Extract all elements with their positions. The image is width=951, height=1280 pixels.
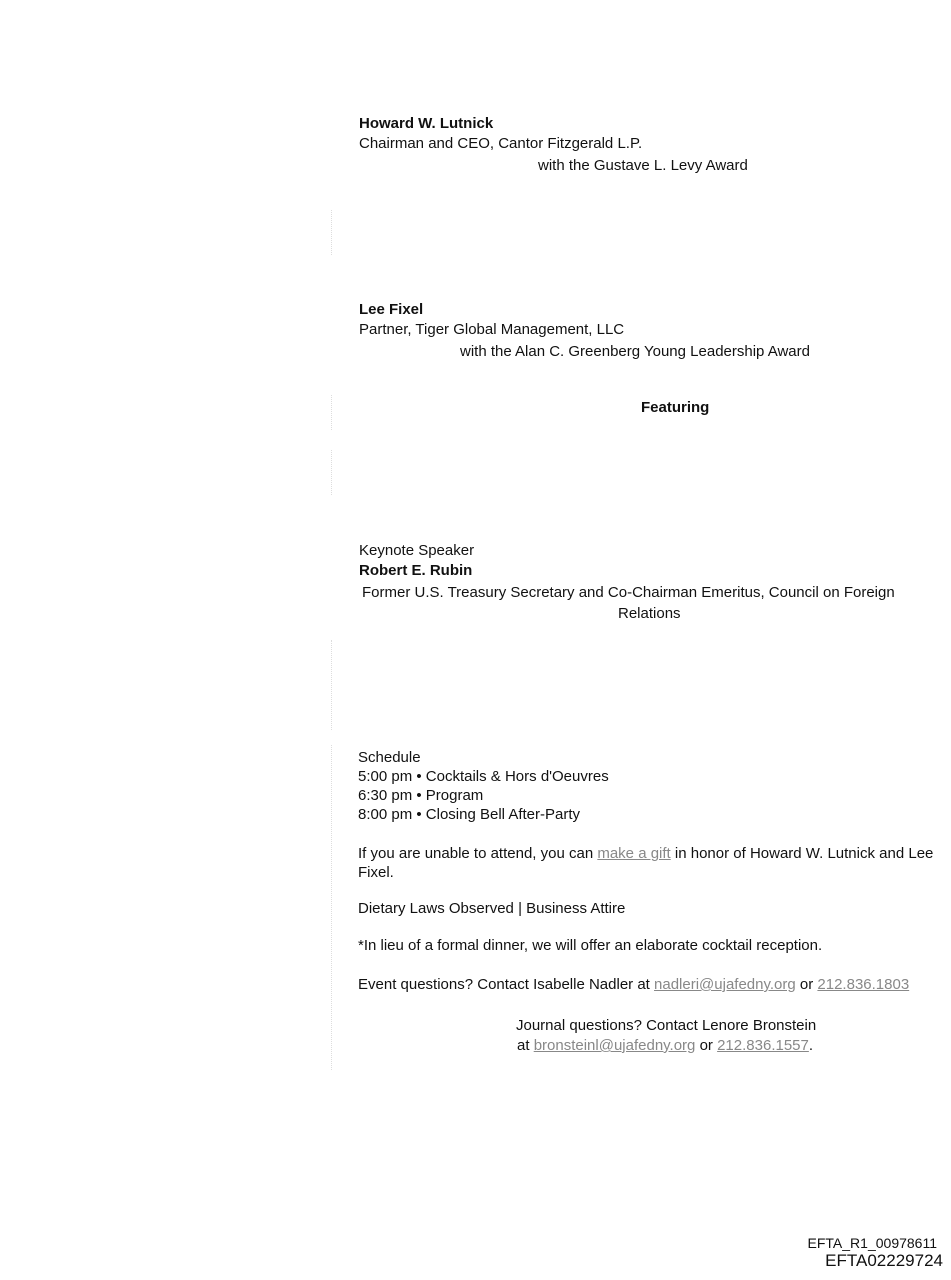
journal-email-link[interactable]: bronsteinl@ujafedny.org [533,1037,696,1054]
event-email-link[interactable]: nadleri@ujafedny.org [654,976,796,993]
scan-artifact [331,640,334,730]
scan-artifact [331,395,334,430]
dietary-text: Dietary Laws Observed | Business Attire [358,900,626,917]
keynote-name: Robert E. Rubin [359,562,473,579]
schedule-item: 8:00 pm • Closing Bell After-Party [358,806,581,823]
schedule-heading: Schedule [358,749,421,766]
honoree2-award: with the Alan C. Greenberg Young Leadership Award [460,343,810,360]
bates-number-2: EFTA02229724 [825,1251,943,1270]
journal-contact: Journal questions? Contact Lenore Bronstein [516,1017,817,1034]
make-gift-link[interactable]: make a gift [597,845,671,862]
bates-number-1: EFTA_R1_00978611 [807,1235,937,1251]
scan-artifact [331,450,334,495]
journal-phone-link[interactable]: 212.836.1557 [717,1037,809,1054]
keynote-label: Keynote Speaker [359,542,475,559]
reception-note: *In lieu of a formal dinner, we will offer an elaborate cocktail reception. [358,937,823,954]
honoree2-name: Lee Fixel [359,301,424,318]
gift-text-cont: Fixel. [358,864,394,881]
keynote-title-cont: Relations [618,605,681,622]
honoree1-award: with the Gustave L. Levy Award [538,157,748,174]
scan-artifact [331,210,334,255]
journal-contact-cont: at bronsteinl@ujafedny.org or 212.836.1557. [517,1037,814,1054]
gift-text: If you are unable to attend, you can make a gift in honor of Howard W. Lutnick and Lee [358,845,934,862]
event-phone-link[interactable]: 212.836.1803 [817,976,910,993]
honoree1-title: Chairman and CEO, Cantor Fitzgerald L.P. [359,135,643,152]
schedule-item: 6:30 pm • Program [358,787,484,804]
keynote-title: Former U.S. Treasury Secretary and Co-Chairman Emeritus, Council on Foreign [362,584,895,601]
featuring-heading: Featuring [641,399,710,416]
honoree1-name: Howard W. Lutnick [359,115,494,132]
event-contact: Event questions? Contact Isabelle Nadler at nadleri@ujafedny.org or 212.836.1803 [358,976,910,993]
honoree2-title: Partner, Tiger Global Management, LLC [359,321,625,338]
scan-artifact [331,745,334,1070]
schedule-item: 5:00 pm • Cocktails & Hors d'Oeuvres [358,768,609,785]
